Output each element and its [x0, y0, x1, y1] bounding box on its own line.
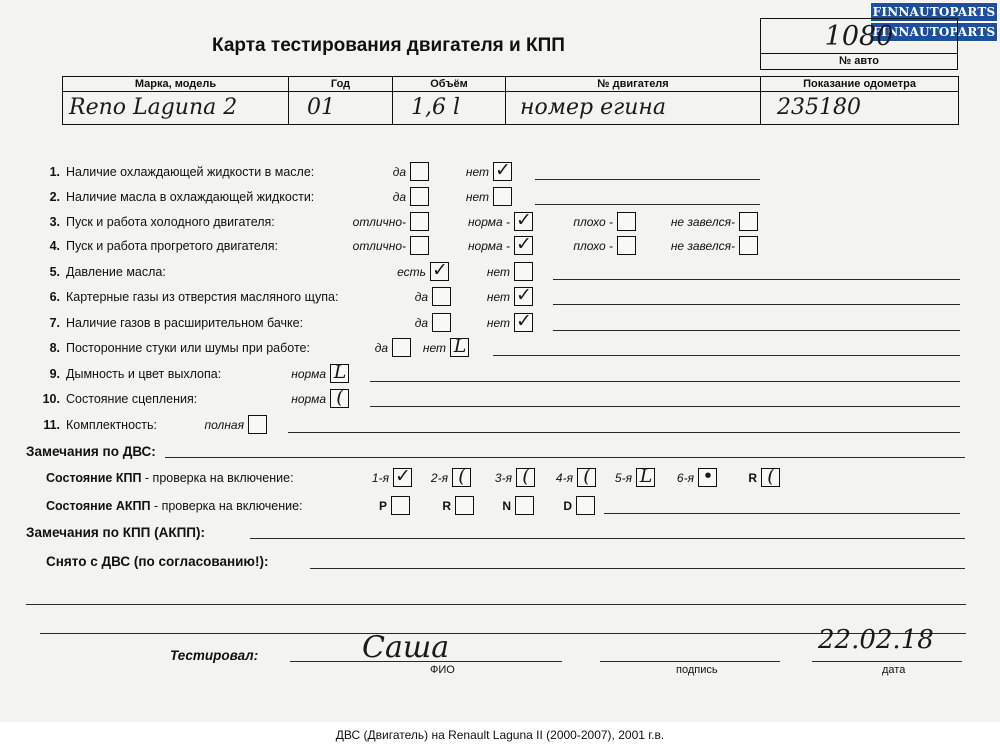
- vehicle-info-table: [62, 76, 959, 125]
- checkbox: [330, 361, 349, 383]
- option-label: полная: [204, 418, 244, 432]
- gear-label: 6-я: [676, 471, 694, 485]
- option-label: да: [414, 316, 428, 330]
- option-checkbox: [392, 162, 430, 182]
- form-title: Карта тестирования двигателя и КПП: [212, 35, 565, 56]
- removed-parts-label: Снято с ДВС (по согласованию!):: [46, 554, 269, 569]
- checkbox: [514, 284, 533, 306]
- notes-line: [553, 279, 960, 280]
- checkbox: [410, 187, 429, 206]
- remarks-engine-label: Замечания по ДВС:: [26, 444, 156, 459]
- item-number: 8.: [49, 341, 60, 355]
- checkbox: [248, 415, 267, 434]
- notes-line: [370, 406, 960, 407]
- gear-label: 4-я: [555, 471, 573, 485]
- checkbox: [761, 465, 780, 487]
- gear-checkbox: [430, 465, 472, 488]
- option-checkbox: [670, 212, 759, 232]
- item-label: Наличие газов в расширительном бачке:: [66, 316, 304, 330]
- name-caption: ФИО: [430, 664, 455, 676]
- item-number: 9.: [49, 367, 60, 381]
- check-mark: (: [767, 465, 775, 487]
- notes-line: [535, 204, 760, 205]
- item-label: Пуск и работа прогретого двигателя:: [66, 239, 278, 253]
- check-item: [0, 414, 1000, 436]
- option-checkbox: [467, 209, 534, 232]
- gear-label: 2-я: [430, 471, 448, 485]
- checkbox: [739, 212, 758, 231]
- column-header-engine-number: № двигателя: [506, 77, 761, 92]
- gear-label: 5-я: [614, 471, 632, 485]
- option-checkbox: [465, 187, 513, 207]
- manual-gearbox-label: [46, 467, 294, 489]
- column-header-volume: Объём: [393, 77, 506, 92]
- option-label: отлично-: [352, 239, 406, 253]
- option-label: нет: [486, 290, 510, 304]
- option-checkbox: [352, 212, 430, 232]
- checkbox: [577, 465, 596, 487]
- gear-label: P: [378, 499, 387, 513]
- test-date: 22.02.18: [818, 625, 934, 655]
- checkbox: [698, 465, 717, 487]
- option-label: нет: [486, 316, 510, 330]
- checkbox: [455, 496, 474, 515]
- notes-line: [553, 304, 960, 305]
- gear-checkbox: [614, 465, 656, 488]
- option-checkbox: [414, 313, 452, 333]
- item-number: 6.: [49, 290, 60, 304]
- checkbox: [410, 162, 429, 181]
- notes-line: [604, 513, 960, 514]
- check-item: [0, 186, 1000, 208]
- check-mark: ✓: [516, 310, 532, 332]
- remarks-gearbox-line: [250, 538, 965, 539]
- item-number: 3.: [49, 215, 60, 229]
- item-number: 4.: [49, 239, 60, 253]
- option-label: плохо -: [573, 215, 613, 229]
- gear-label: N: [502, 499, 511, 513]
- gear-checkbox: [371, 465, 413, 488]
- auto-number-label: № авто: [761, 53, 957, 69]
- check-mark: (: [336, 386, 344, 408]
- manual-gearbox-row: [0, 467, 1000, 489]
- check-mark: ✓: [516, 284, 532, 306]
- gear-label: 3-я: [494, 471, 512, 485]
- name-line: [290, 661, 562, 662]
- checkbox: [393, 465, 412, 487]
- checkbox: [452, 465, 471, 487]
- item-number: 11.: [43, 418, 60, 432]
- model-value: Reno Laguna 2: [63, 92, 289, 125]
- option-checkbox: [422, 335, 470, 358]
- check-item: [0, 211, 1000, 233]
- check-item: [0, 261, 1000, 283]
- option-label: норма -: [467, 239, 510, 253]
- checkbox: [450, 335, 469, 357]
- item-label: Давление масла:: [66, 265, 166, 279]
- check-item: [0, 337, 1000, 359]
- check-item: [0, 312, 1000, 334]
- option-label: есть: [397, 265, 426, 279]
- odometer-value: 235180: [761, 92, 959, 125]
- check-mark: ✓: [495, 159, 511, 181]
- checkbox: [739, 236, 758, 255]
- option-checkbox: [467, 233, 534, 256]
- option-checkbox: [397, 259, 450, 282]
- checkbox: [392, 338, 411, 357]
- auto-number-value: 1080: [824, 21, 894, 52]
- automatic-gearbox-title: Состояние АКПП: [46, 499, 151, 513]
- option-checkbox: [204, 415, 268, 435]
- notes-line: [26, 604, 966, 605]
- manual-gearbox-subtitle: - проверка на включение:: [141, 471, 294, 485]
- check-mark: ✓: [516, 233, 532, 255]
- option-label: нет: [465, 165, 489, 179]
- item-label: Картерные газы из отверстия масляного щупа:: [66, 290, 339, 304]
- item-number: 5.: [49, 265, 60, 279]
- item-number: 7.: [49, 316, 60, 330]
- notes-line: [493, 355, 960, 356]
- image-caption: ДВС (Двигатель) на Renault Laguna II (2000-2007), 2001 г.в.: [335, 728, 665, 742]
- item-number: 1.: [49, 165, 60, 179]
- check-mark: ✓: [516, 209, 532, 231]
- item-label: Наличие охлаждающей жидкости в масле:: [66, 165, 315, 179]
- item-label: Наличие масла в охлаждающей жидкости:: [66, 190, 315, 204]
- check-mark: (: [522, 465, 530, 487]
- check-mark: ✓: [395, 465, 411, 487]
- item-label: Пуск и работа холодного двигателя:: [66, 215, 275, 229]
- gear-checkbox: [748, 465, 781, 488]
- column-header-odometer: Показание одометра: [761, 77, 959, 92]
- option-label: нет: [465, 190, 489, 204]
- check-item: [0, 388, 1000, 410]
- option-label: норма: [291, 367, 326, 381]
- checkbox: [330, 386, 349, 408]
- option-checkbox: [291, 361, 350, 384]
- option-label: да: [414, 290, 428, 304]
- year-value: 01: [289, 92, 393, 125]
- checkbox: [636, 465, 655, 487]
- notes-line: [535, 179, 760, 180]
- check-mark: •: [702, 465, 714, 487]
- engine-number-value: номер егина: [506, 92, 761, 125]
- checkbox: [576, 496, 595, 515]
- gear-checkbox: [555, 465, 597, 488]
- gear-label: D: [563, 499, 572, 513]
- checkbox: [514, 233, 533, 255]
- checkbox: [432, 287, 451, 306]
- check-mark: (: [458, 465, 466, 487]
- check-mark: L: [453, 335, 467, 357]
- automatic-gearbox-label: [46, 495, 303, 517]
- checkbox: [410, 236, 429, 255]
- checkbox: [391, 496, 410, 515]
- check-mark: L: [639, 465, 653, 487]
- gear-checkbox: [378, 496, 411, 516]
- gear-label: 1-я: [371, 471, 389, 485]
- option-checkbox: [465, 159, 513, 182]
- option-checkbox: [414, 287, 452, 307]
- signature-caption: подпись: [676, 664, 718, 676]
- option-checkbox: [352, 236, 430, 256]
- gear-checkbox: [502, 496, 535, 516]
- option-checkbox: [486, 310, 534, 333]
- option-checkbox: [573, 236, 637, 256]
- table-row: [63, 92, 959, 125]
- checkbox: [516, 465, 535, 487]
- option-checkbox: [486, 284, 534, 307]
- item-number: 10.: [42, 392, 60, 406]
- tester-name: Саша: [362, 630, 450, 665]
- item-number: 2.: [49, 190, 60, 204]
- column-header-model: Марка, модель: [63, 77, 289, 92]
- gear-label: R: [748, 471, 757, 485]
- check-mark: (: [583, 465, 591, 487]
- gear-checkbox: [563, 496, 596, 516]
- checkbox: [430, 259, 449, 281]
- option-label: не завелся-: [670, 239, 735, 253]
- check-item: [0, 286, 1000, 308]
- item-label: Дымность и цвет выхлопа:: [66, 367, 222, 381]
- option-label: отлично-: [352, 215, 406, 229]
- option-label: нет: [486, 265, 510, 279]
- check-item: [0, 363, 1000, 385]
- checkbox: [493, 187, 512, 206]
- checkbox: [514, 262, 533, 281]
- option-label: норма: [291, 392, 326, 406]
- manual-gearbox-title: Состояние КПП: [46, 471, 142, 485]
- auto-number-box: [760, 18, 958, 70]
- option-label: да: [374, 341, 388, 355]
- notes-line: [553, 330, 960, 331]
- checkbox: [514, 310, 533, 332]
- option-checkbox: [291, 386, 350, 409]
- gear-checkbox: [494, 465, 536, 488]
- gear-checkbox: [442, 496, 475, 516]
- automatic-gearbox-subtitle: - проверка на включение:: [150, 499, 303, 513]
- option-checkbox: [486, 262, 534, 282]
- checkbox: [617, 212, 636, 231]
- option-checkbox: [670, 236, 759, 256]
- date-caption: дата: [882, 664, 906, 676]
- option-label: да: [392, 190, 406, 204]
- item-label: Комплектность:: [66, 418, 157, 432]
- option-checkbox: [392, 187, 430, 207]
- checkbox: [493, 159, 512, 181]
- check-item: [0, 235, 1000, 257]
- option-checkbox: [374, 338, 412, 358]
- checkbox: [410, 212, 429, 231]
- tested-by-label: Тестировал:: [170, 648, 259, 663]
- checkbox: [432, 313, 451, 332]
- option-label: плохо -: [573, 239, 613, 253]
- automatic-gearbox-row: [0, 495, 1000, 517]
- option-label: да: [392, 165, 406, 179]
- check-mark: L: [333, 361, 347, 383]
- check-mark: ✓: [432, 259, 448, 281]
- option-label: нет: [422, 341, 446, 355]
- checkbox: [515, 496, 534, 515]
- volume-value: 1,6 l: [393, 92, 506, 125]
- watermark-logo: FINNAUTOPARTS: [870, 22, 998, 42]
- table-header-row: [63, 77, 959, 92]
- item-label: Посторонние стуки или шумы при работе:: [66, 341, 310, 355]
- caption-strip: [0, 722, 1000, 750]
- watermark-logo: FINNAUTOPARTS: [870, 2, 998, 22]
- column-header-year: Год: [289, 77, 393, 92]
- gear-label: R: [442, 499, 451, 513]
- check-item: [0, 161, 1000, 183]
- notes-line: [288, 432, 960, 433]
- option-label: не завелся-: [670, 215, 735, 229]
- item-label: Состояние сцепления:: [66, 392, 198, 406]
- option-checkbox: [573, 212, 637, 232]
- remarks-engine-line: [165, 457, 965, 458]
- option-label: норма -: [467, 215, 510, 229]
- checkbox: [617, 236, 636, 255]
- notes-line: [370, 381, 960, 382]
- remarks-gearbox-label: Замечания по КПП (АКПП):: [26, 525, 205, 540]
- removed-parts-line: [310, 568, 965, 569]
- checkbox: [514, 209, 533, 231]
- gear-checkbox: [676, 465, 718, 488]
